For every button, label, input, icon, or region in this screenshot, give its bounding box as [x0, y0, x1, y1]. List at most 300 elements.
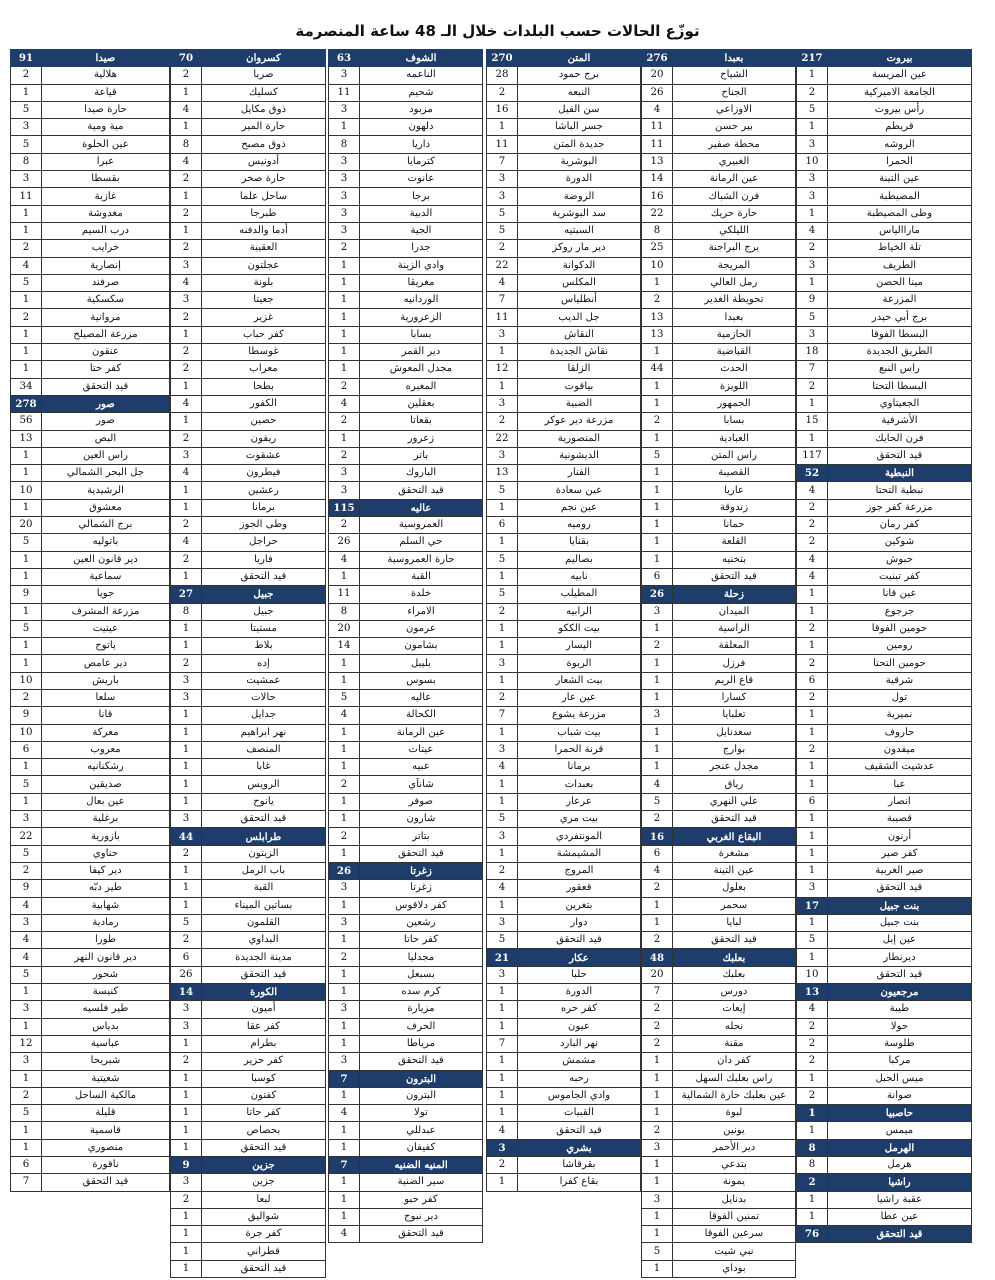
- town-name: صور: [42, 413, 170, 430]
- town-row: [171, 447, 326, 464]
- town-row: [11, 119, 170, 136]
- town-row: [642, 603, 796, 620]
- district-header-row: [171, 828, 326, 845]
- town-row: [642, 326, 796, 343]
- town-row: [642, 534, 796, 551]
- town-name: مزرعة كفر جوز: [828, 499, 972, 516]
- district-name: عاليه: [360, 499, 483, 516]
- district-header-row: [642, 50, 796, 67]
- district-column: [641, 49, 796, 1278]
- town-row: [329, 551, 483, 568]
- case-count: 18: [797, 344, 828, 361]
- town-name: خرايب: [42, 240, 170, 257]
- case-count: 1: [171, 862, 202, 879]
- town-name: كفتون: [202, 1087, 326, 1104]
- town-row: [11, 171, 170, 188]
- town-name: اللويزة: [673, 378, 796, 395]
- town-name: حصين: [202, 413, 326, 430]
- case-count: 1: [642, 534, 673, 551]
- case-count: 14: [642, 171, 673, 188]
- district-name: الكورة: [202, 984, 326, 1001]
- town-name: قيد التحقق: [202, 1139, 326, 1156]
- town-row: [329, 724, 483, 741]
- case-count: 4: [487, 759, 518, 776]
- case-count: 1: [487, 1001, 518, 1018]
- town-row: [171, 378, 326, 395]
- case-count: 1: [171, 326, 202, 343]
- town-row: [11, 1087, 170, 1104]
- district-name: كسروان: [202, 50, 326, 67]
- district-column: [796, 49, 972, 1243]
- town-name: جل الديب: [518, 309, 641, 326]
- case-count: 1: [797, 1191, 828, 1208]
- town-row: [642, 932, 796, 949]
- town-name: مغريقا: [360, 274, 483, 291]
- case-count: 5: [487, 586, 518, 603]
- town-row: [797, 568, 972, 585]
- case-count: 1: [11, 465, 42, 482]
- town-name: بقسطا: [42, 171, 170, 188]
- town-name: كسليك: [202, 84, 326, 101]
- town-name: محطة صفير: [673, 136, 796, 153]
- town-name: جزين: [202, 1174, 326, 1191]
- town-row: [487, 1105, 641, 1122]
- town-row: [329, 517, 483, 534]
- case-count: 1: [171, 1139, 202, 1156]
- case-count: 4: [171, 465, 202, 482]
- town-name: قيد التحقق: [673, 811, 796, 828]
- district-name: جزين: [202, 1157, 326, 1174]
- town-row: [487, 257, 641, 274]
- case-count: 2: [171, 67, 202, 84]
- town-name: رمل العالي: [673, 274, 796, 291]
- town-name: شواليق: [202, 1208, 326, 1225]
- case-count: 5: [487, 222, 518, 239]
- town-row: [11, 759, 170, 776]
- case-count: 8: [11, 153, 42, 170]
- case-count: 2: [171, 932, 202, 949]
- town-row: [797, 309, 972, 326]
- town-name: عين الحلوة: [42, 136, 170, 153]
- town-row: [171, 188, 326, 205]
- town-name: عين عطا: [828, 1208, 972, 1225]
- town-name: بقاع كفرا: [518, 1174, 641, 1191]
- case-count: 4: [487, 274, 518, 291]
- town-row: [329, 568, 483, 585]
- town-row: [11, 274, 170, 291]
- town-row: [642, 84, 796, 101]
- case-count: 4: [329, 1105, 360, 1122]
- town-name: عباسية: [42, 1035, 170, 1052]
- town-name: قيد التحقق: [360, 1053, 483, 1070]
- case-count: 3: [487, 914, 518, 931]
- town-row: [11, 136, 170, 153]
- town-name: روميه: [518, 517, 641, 534]
- town-name: باريش: [42, 672, 170, 689]
- case-count: 5: [797, 932, 828, 949]
- town-name: حالات: [202, 689, 326, 706]
- town-name: المنصف: [202, 741, 326, 758]
- case-count: 3: [642, 1139, 673, 1156]
- case-count: 5: [642, 793, 673, 810]
- town-name: المصيطبة: [828, 188, 972, 205]
- town-name: سير الضنية: [360, 1174, 483, 1191]
- case-count: 9: [11, 707, 42, 724]
- case-count: 3: [11, 119, 42, 136]
- case-count: 2: [171, 344, 202, 361]
- town-row: [11, 603, 170, 620]
- town-row: [171, 1105, 326, 1122]
- town-row: [797, 776, 972, 793]
- case-count: 14: [329, 638, 360, 655]
- town-row: [11, 828, 170, 845]
- case-count: 2: [329, 447, 360, 464]
- district-total: 217: [797, 50, 828, 67]
- town-row: [171, 344, 326, 361]
- case-count: 2: [797, 517, 828, 534]
- town-row: [487, 759, 641, 776]
- town-name: حراجل: [202, 534, 326, 551]
- case-count: 1: [642, 897, 673, 914]
- case-count: 1: [797, 603, 828, 620]
- town-name: دلهون: [360, 119, 483, 136]
- case-count: 4: [11, 897, 42, 914]
- case-count: 5: [11, 845, 42, 862]
- town-row: [487, 378, 641, 395]
- district-total: 63: [329, 50, 360, 67]
- district-header-row: [329, 1157, 483, 1174]
- district-name: صيدا: [42, 50, 170, 67]
- district-header-row: [329, 862, 483, 879]
- town-name: نهر البارد: [518, 1035, 641, 1052]
- town-name: قيد التحقق: [828, 447, 972, 464]
- case-count: 4: [329, 707, 360, 724]
- town-row: [642, 845, 796, 862]
- town-name: عين الرمانة: [360, 724, 483, 741]
- case-count: 7: [642, 984, 673, 1001]
- town-name: العمروسية: [360, 517, 483, 534]
- town-row: [487, 395, 641, 412]
- town-name: راس النبع: [828, 361, 972, 378]
- town-name: الدبية: [360, 205, 483, 222]
- town-name: كفر حتا: [42, 361, 170, 378]
- town-row: [11, 724, 170, 741]
- town-row: [797, 966, 972, 983]
- case-count: 2: [171, 205, 202, 222]
- case-count: 1: [171, 638, 202, 655]
- town-name: زعرور: [360, 430, 483, 447]
- town-row: [171, 274, 326, 291]
- town-name: لبوة: [673, 1105, 796, 1122]
- town-row: [797, 534, 972, 551]
- town-name: شعيتية: [42, 1070, 170, 1087]
- town-name: المنصورية: [518, 430, 641, 447]
- case-count: 2: [797, 499, 828, 516]
- town-name: الباروك: [360, 465, 483, 482]
- town-name: كسارا: [673, 689, 796, 706]
- case-count: 3: [171, 672, 202, 689]
- case-count: 3: [329, 205, 360, 222]
- town-row: [171, 638, 326, 655]
- town-row: [329, 759, 483, 776]
- town-name: وطى الجوز: [202, 517, 326, 534]
- town-row: [487, 1018, 641, 1035]
- town-name: ناقورة: [42, 1157, 170, 1174]
- town-row: [642, 1260, 796, 1277]
- town-row: [171, 326, 326, 343]
- district-total: 9: [171, 1157, 202, 1174]
- case-count: 6: [642, 845, 673, 862]
- town-row: [642, 309, 796, 326]
- district-header-row: [642, 949, 796, 966]
- case-count: 1: [797, 828, 828, 845]
- town-row: [11, 776, 170, 793]
- district-header-row: [797, 1139, 972, 1156]
- town-name: البداوي: [202, 932, 326, 949]
- town-name: الربوة: [518, 655, 641, 672]
- case-count: 1: [487, 897, 518, 914]
- case-count: 1: [642, 482, 673, 499]
- case-count: 1: [642, 465, 673, 482]
- case-count: 4: [171, 395, 202, 412]
- town-name: خلدة: [360, 586, 483, 603]
- case-count: 7: [487, 292, 518, 309]
- case-count: 2: [487, 413, 518, 430]
- town-row: [11, 966, 170, 983]
- case-count: 1: [797, 1208, 828, 1225]
- town-name: يمونة: [673, 1174, 796, 1191]
- town-row: [797, 793, 972, 810]
- case-count: 1: [797, 724, 828, 741]
- town-row: [487, 1122, 641, 1139]
- town-name: نبي شيت: [673, 1243, 796, 1260]
- town-row: [642, 1157, 796, 1174]
- town-row: [171, 793, 326, 810]
- town-row: [329, 447, 483, 464]
- town-name: طير فلسيه: [42, 1001, 170, 1018]
- case-count: 3: [487, 828, 518, 845]
- case-count: 1: [171, 776, 202, 793]
- town-row: [797, 932, 972, 949]
- town-row: [329, 793, 483, 810]
- town-row: [642, 136, 796, 153]
- district-header-row: [171, 984, 326, 1001]
- town-name: شبريحا: [42, 1053, 170, 1070]
- case-count: 1: [171, 1070, 202, 1087]
- case-count: 1: [171, 1260, 202, 1277]
- case-count: 5: [11, 966, 42, 983]
- case-count: 8: [797, 1157, 828, 1174]
- town-row: [171, 119, 326, 136]
- case-count: 4: [797, 551, 828, 568]
- town-name: شارون: [360, 811, 483, 828]
- town-name: كفيفان: [360, 1139, 483, 1156]
- case-count: 2: [797, 1018, 828, 1035]
- town-row: [642, 724, 796, 741]
- town-name: لبعا: [202, 1191, 326, 1208]
- town-row: [797, 67, 972, 84]
- town-name: عبدللي: [360, 1122, 483, 1139]
- town-name: قليلة: [42, 1105, 170, 1122]
- town-row: [487, 845, 641, 862]
- town-name: جل البحر الشمالي: [42, 465, 170, 482]
- town-name: عمشيت: [202, 672, 326, 689]
- town-name: الناعمه: [360, 67, 483, 84]
- town-row: [329, 257, 483, 274]
- town-name: بتخنيه: [673, 551, 796, 568]
- town-row: [329, 897, 483, 914]
- case-count: 4: [11, 257, 42, 274]
- town-row: [487, 188, 641, 205]
- town-row: [329, 292, 483, 309]
- town-row: [797, 205, 972, 222]
- town-row: [487, 724, 641, 741]
- town-row: [642, 1191, 796, 1208]
- case-count: 1: [797, 811, 828, 828]
- town-row: [797, 344, 972, 361]
- district-header-row: [171, 586, 326, 603]
- town-name: معراب: [202, 361, 326, 378]
- town-row: [797, 1208, 972, 1225]
- town-row: [329, 1053, 483, 1070]
- town-name: بطرام: [202, 1035, 326, 1052]
- town-row: [642, 707, 796, 724]
- town-row: [487, 689, 641, 706]
- town-name: راس بعلبك السهل: [673, 1070, 796, 1087]
- district-header-row: [329, 499, 483, 516]
- case-count: 1: [329, 430, 360, 447]
- case-count: 1: [642, 517, 673, 534]
- case-count: 2: [329, 240, 360, 257]
- town-row: [171, 1035, 326, 1052]
- case-count: 2: [171, 1191, 202, 1208]
- town-row: [487, 517, 641, 534]
- case-count: 2: [11, 689, 42, 706]
- town-row: [329, 672, 483, 689]
- district-total: 21: [487, 949, 518, 966]
- town-row: [487, 465, 641, 482]
- town-row: [642, 1226, 796, 1243]
- case-count: 5: [487, 932, 518, 949]
- town-row: [171, 482, 326, 499]
- town-row: [329, 171, 483, 188]
- town-name: حارة العمروسية: [360, 551, 483, 568]
- town-name: سماعية: [42, 568, 170, 585]
- town-name: الحمرا: [828, 153, 972, 170]
- town-name: الجعيتاوي: [828, 395, 972, 412]
- case-count: 1: [642, 741, 673, 758]
- town-row: [171, 205, 326, 222]
- case-count: 2: [329, 413, 360, 430]
- case-count: 2: [642, 811, 673, 828]
- town-name: زندوقة: [673, 499, 796, 516]
- town-name: غازية: [42, 188, 170, 205]
- district-name: المنيه الضنيه: [360, 1157, 483, 1174]
- town-row: [329, 620, 483, 637]
- town-row: [487, 828, 641, 845]
- town-name: طير دبّه: [42, 880, 170, 897]
- case-count: 4: [642, 101, 673, 118]
- town-name: عين سعادة: [518, 482, 641, 499]
- town-row: [171, 880, 326, 897]
- town-row: [11, 984, 170, 1001]
- town-row: [642, 1105, 796, 1122]
- town-name: ساحل علما: [202, 188, 326, 205]
- town-row: [642, 430, 796, 447]
- town-row: [329, 240, 483, 257]
- town-name: أدونيس: [202, 153, 326, 170]
- town-name: داريا: [360, 136, 483, 153]
- town-row: [642, 1018, 796, 1035]
- case-count: 1: [329, 811, 360, 828]
- town-row: [642, 395, 796, 412]
- town-row: [642, 153, 796, 170]
- town-name: شرقية: [828, 672, 972, 689]
- town-row: [642, 862, 796, 879]
- town-row: [487, 222, 641, 239]
- case-count: 3: [171, 1174, 202, 1191]
- case-count: 1: [329, 966, 360, 983]
- town-name: طلوسة: [828, 1035, 972, 1052]
- town-row: [171, 551, 326, 568]
- case-count: 2: [797, 655, 828, 672]
- town-name: دير كيفا: [42, 862, 170, 879]
- town-row: [11, 240, 170, 257]
- town-row: [171, 1122, 326, 1139]
- case-count: 1: [171, 84, 202, 101]
- town-name: جسر الباشا: [518, 119, 641, 136]
- town-row: [487, 638, 641, 655]
- town-name: مركبا: [828, 1053, 972, 1070]
- town-name: عين التينة: [828, 171, 972, 188]
- town-name: عيون: [518, 1018, 641, 1035]
- town-name: غزير: [202, 309, 326, 326]
- town-row: [329, 465, 483, 482]
- town-name: رمادية: [42, 914, 170, 931]
- town-row: [171, 465, 326, 482]
- town-name: مزرعة دير عوكر: [518, 413, 641, 430]
- case-count: 3: [797, 136, 828, 153]
- town-name: المزرعة: [828, 292, 972, 309]
- town-name: كفر حزير: [202, 1053, 326, 1070]
- district-name: جبيل: [202, 586, 326, 603]
- town-name: طيبة: [828, 1001, 972, 1018]
- case-count: 1: [329, 1139, 360, 1156]
- town-row: [642, 222, 796, 239]
- town-name: عبا: [828, 776, 972, 793]
- case-count: 5: [487, 205, 518, 222]
- town-name: المعلقة: [673, 638, 796, 655]
- town-row: [171, 776, 326, 793]
- case-count: 1: [329, 257, 360, 274]
- town-row: [642, 482, 796, 499]
- case-count: 4: [171, 101, 202, 118]
- town-row: [11, 880, 170, 897]
- town-name: ديرنطار: [828, 949, 972, 966]
- town-name: بلونة: [202, 274, 326, 291]
- case-count: 1: [11, 984, 42, 1001]
- case-count: 1: [11, 655, 42, 672]
- district-name: النبطية: [828, 465, 972, 482]
- town-row: [797, 655, 972, 672]
- town-name: نقاش الجديدة: [518, 344, 641, 361]
- town-name: ريفون: [202, 430, 326, 447]
- town-name: معشوق: [42, 499, 170, 516]
- district-name: طرابلس: [202, 828, 326, 845]
- district-total: 278: [11, 395, 42, 412]
- town-name: الجية: [360, 222, 483, 239]
- case-count: 1: [797, 119, 828, 136]
